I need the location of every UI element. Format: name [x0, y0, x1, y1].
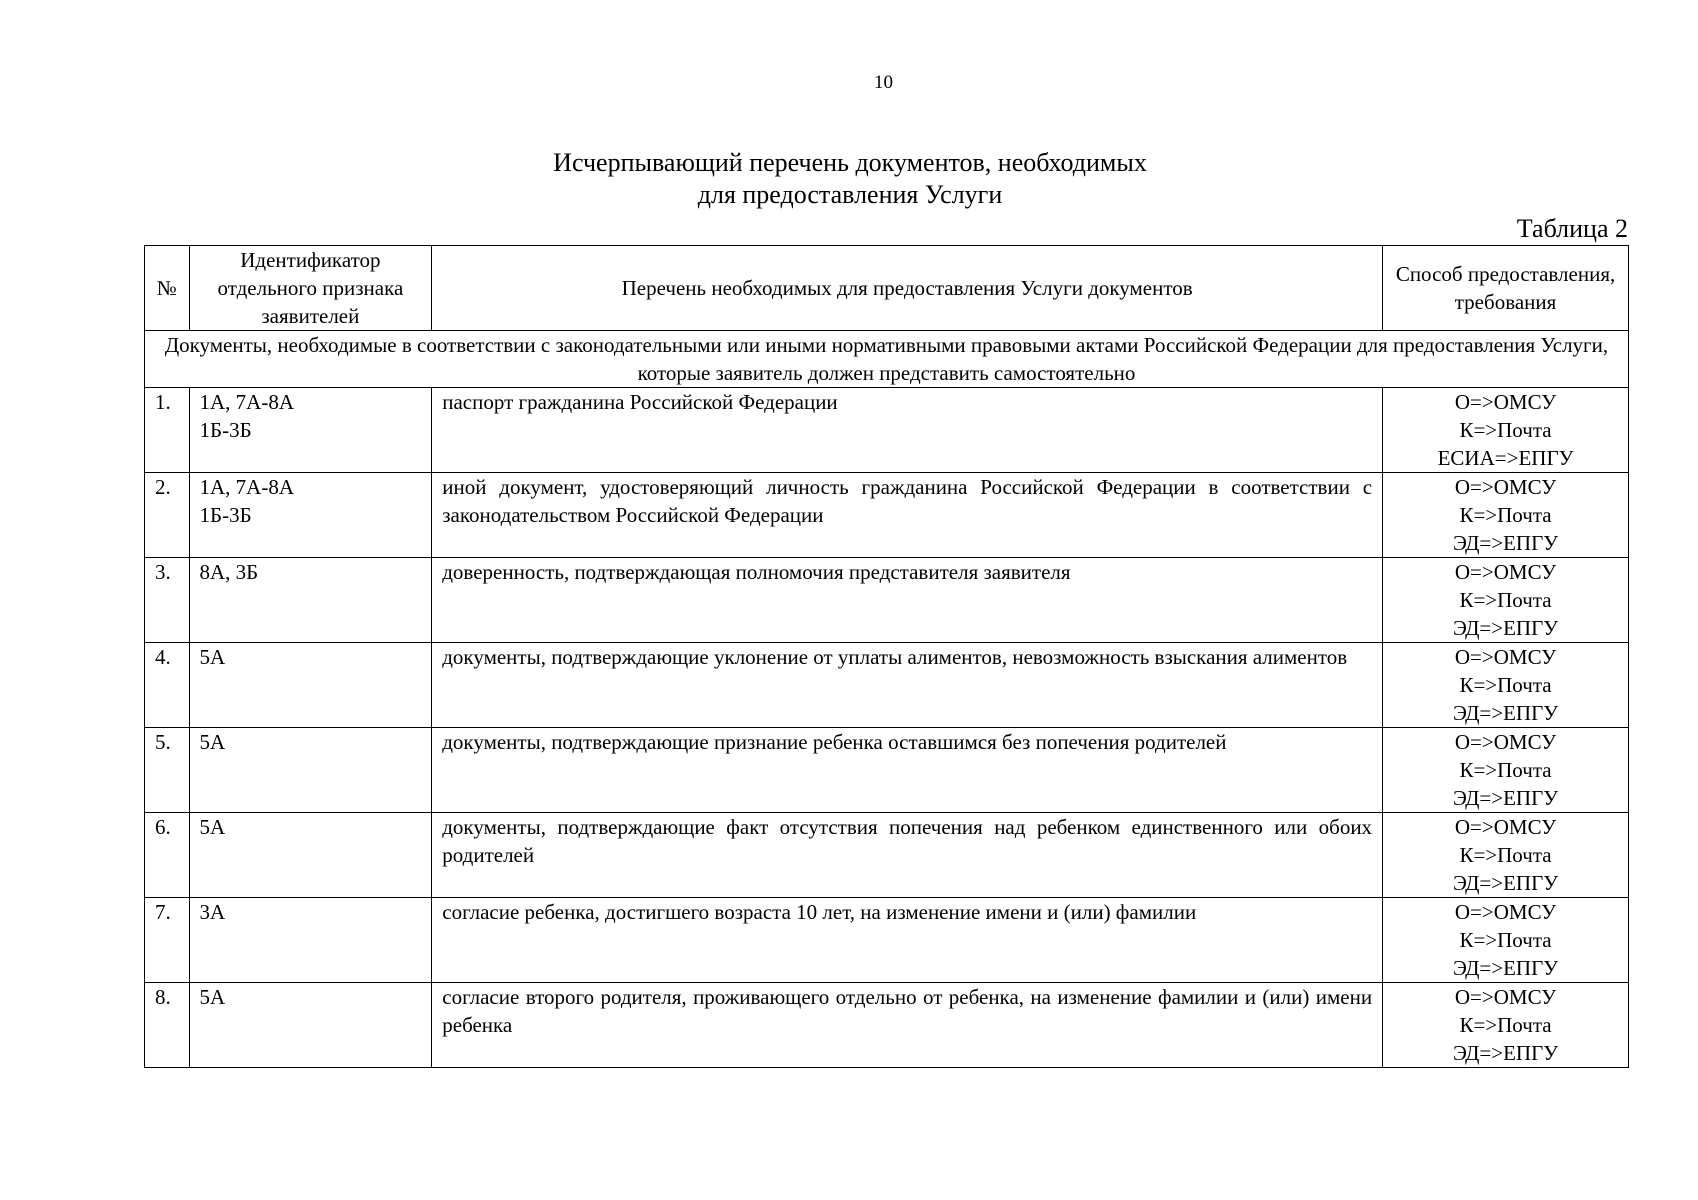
method-line: О=>ОМСУ — [1454, 475, 1557, 499]
row-document: доверенность, подтверждающая полномочия представителя заявителя — [432, 558, 1383, 643]
method-line: К=>Почта — [1459, 928, 1552, 952]
title-line-1: Исчерпывающий перечень документов, необходимых — [553, 148, 1147, 177]
identifier-line: 8А, 3Б — [199, 560, 259, 584]
row-document: согласие ребенка, достигшего возраста 10 лет, на изменение имени и (или) фамилии — [432, 898, 1383, 983]
section-row — [145, 331, 1629, 388]
row-document: иной документ, удостоверяющий личность гражданина Российской Федерации в соответствии с законодательством Российской Федерации — [432, 473, 1383, 558]
row-identifier — [189, 728, 432, 813]
table-label: Таблица 2 — [1516, 214, 1628, 243]
method-line: ЭД=>ЕПГУ — [1452, 701, 1559, 725]
method-line: К=>Почта — [1459, 758, 1552, 782]
page-number: 10 — [874, 72, 893, 93]
section-title: Документы, необходимые в соответствии с законодательными или иными нормативными правовыми актами Российской Федерации для предоставления Услуги, которые заявитель должен представить самостоятельно — [145, 331, 1629, 388]
row-document: документы, подтверждающие признание ребенка оставшимся без попечения родителей — [432, 728, 1383, 813]
documents-table — [144, 245, 1629, 1068]
identifier-line: 5А — [199, 730, 226, 754]
row-identifier — [189, 473, 432, 558]
method-line: О=>ОМСУ — [1454, 815, 1557, 839]
row-document: согласие второго родителя, проживающего отдельно от ребенка, на изменение фамилии и (или) имени ребенка — [432, 983, 1383, 1068]
method-line: К=>Почта — [1459, 843, 1552, 867]
row-identifier — [189, 983, 432, 1068]
table-body — [145, 388, 1629, 1068]
method-line: О=>ОМСУ — [1454, 900, 1557, 924]
row-number: 4. — [145, 643, 190, 728]
page-title — [0, 147, 1698, 211]
method-line: О=>ОМСУ — [1454, 390, 1557, 414]
row-number: 6. — [145, 813, 190, 898]
row-document: паспорт гражданина Российской Федерации — [432, 388, 1383, 473]
table-row — [145, 643, 1629, 728]
row-method — [1383, 898, 1629, 983]
row-method — [1383, 388, 1629, 473]
row-method — [1383, 473, 1629, 558]
row-method — [1383, 983, 1629, 1068]
row-number: 8. — [145, 983, 190, 1068]
row-identifier — [189, 898, 432, 983]
method-line: О=>ОМСУ — [1454, 645, 1557, 669]
header-documents: Перечень необходимых для предоставления Услуги документов — [432, 246, 1383, 331]
row-identifier — [189, 558, 432, 643]
method-line: ЕСИА=>ЕПГУ — [1437, 446, 1574, 470]
method-line: ЭД=>ЕПГУ — [1452, 1041, 1559, 1065]
row-method — [1383, 728, 1629, 813]
table-row — [145, 898, 1629, 983]
identifier-line: 1А, 7А-8А — [199, 390, 295, 414]
method-line: ЭД=>ЕПГУ — [1452, 616, 1559, 640]
header-num: № — [145, 246, 190, 331]
row-method — [1383, 643, 1629, 728]
method-line: К=>Почта — [1459, 1013, 1552, 1037]
method-line: ЭД=>ЕПГУ — [1452, 531, 1559, 555]
title-line-2: для предоставления Услуги — [697, 180, 1003, 209]
method-line: К=>Почта — [1459, 418, 1552, 442]
identifier-line: 1А, 7А-8А — [199, 475, 295, 499]
table-header-row — [145, 246, 1629, 331]
row-number: 5. — [145, 728, 190, 813]
method-line: О=>ОМСУ — [1454, 985, 1557, 1009]
method-line: К=>Почта — [1459, 673, 1552, 697]
table-row — [145, 388, 1629, 473]
row-identifier — [189, 388, 432, 473]
row-identifier — [189, 813, 432, 898]
method-line: К=>Почта — [1459, 503, 1552, 527]
method-line: ЭД=>ЕПГУ — [1452, 786, 1559, 810]
table-row — [145, 983, 1629, 1068]
method-line: О=>ОМСУ — [1454, 560, 1557, 584]
row-number: 7. — [145, 898, 190, 983]
row-method — [1383, 558, 1629, 643]
identifier-line: 5А — [199, 645, 226, 669]
table-row — [145, 813, 1629, 898]
table-row — [145, 558, 1629, 643]
identifier-line: 1Б-3Б — [199, 503, 252, 527]
identifier-line: 5А — [199, 815, 226, 839]
identifier-line: 5А — [199, 985, 226, 1009]
method-line: ЭД=>ЕПГУ — [1452, 956, 1559, 980]
row-document: документы, подтверждающие факт отсутствия попечения над ребенком единственного или обоих родителей — [432, 813, 1383, 898]
header-method: Способ предоставления, требования — [1383, 246, 1629, 331]
table-row — [145, 728, 1629, 813]
method-line: ЭД=>ЕПГУ — [1452, 871, 1559, 895]
row-identifier — [189, 643, 432, 728]
row-number: 2. — [145, 473, 190, 558]
row-document: документы, подтверждающие уклонение от уплаты алиментов, невозможность взыскания алиментов — [432, 643, 1383, 728]
table-row — [145, 473, 1629, 558]
row-number: 3. — [145, 558, 190, 643]
method-line: О=>ОМСУ — [1454, 730, 1557, 754]
method-line: К=>Почта — [1459, 588, 1552, 612]
identifier-line: 3А — [199, 900, 226, 924]
identifier-line: 1Б-3Б — [199, 418, 252, 442]
row-number: 1. — [145, 388, 190, 473]
row-method — [1383, 813, 1629, 898]
header-identifier: Идентификатор отдельного признака заявителей — [189, 246, 432, 331]
